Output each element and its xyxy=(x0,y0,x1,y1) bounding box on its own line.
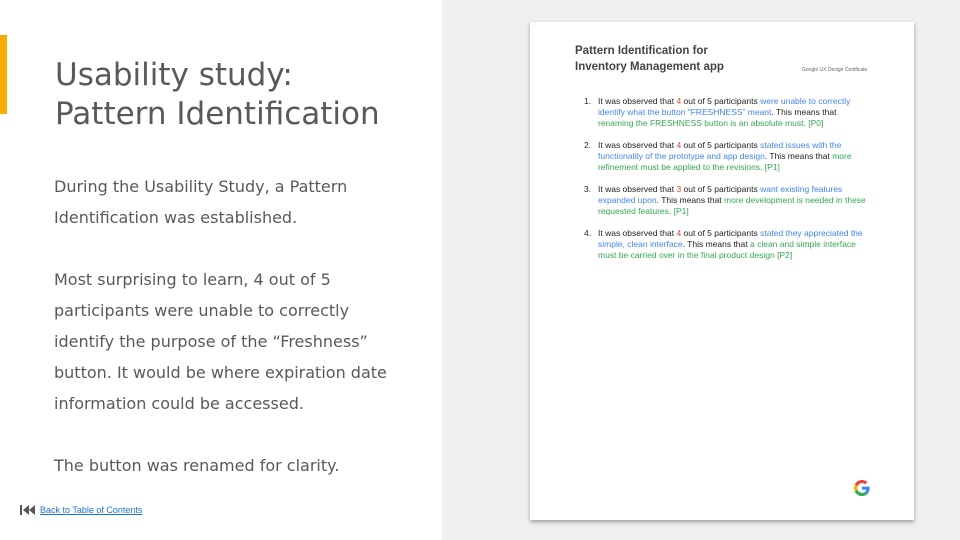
slide-title xyxy=(55,56,435,134)
document-title-line2: Inventory Management app xyxy=(575,61,724,73)
back-to-toc-link[interactable]: Back to Table of Contents xyxy=(40,505,143,515)
body-paragraph-3: The button was renamed for clarity. xyxy=(54,456,340,475)
slide-text-panel xyxy=(0,0,442,540)
finding-item: 1. It was observed that 4 out of 5 participants were unable to correctly identify what the button “FRESHNESS” meant. This means that renaming the FRESHNESS button is an absolute must. [P0] xyxy=(584,96,851,128)
skip-back-icon[interactable] xyxy=(20,503,36,517)
slide-title-line2: Pattern Identification xyxy=(55,96,380,132)
document-title-line1: Pattern Identification for xyxy=(575,45,708,57)
document-page xyxy=(530,22,914,520)
finding-item: 4. It was observed that 4 out of 5 participants stated they appreciated the simple, clean interface. This means that a clean and simple interface must be carried over in the final product design [P2] xyxy=(584,228,863,260)
findings-list xyxy=(584,96,872,272)
certificate-label: Google UX Design Certificate xyxy=(802,67,868,73)
back-to-toc[interactable] xyxy=(20,503,142,517)
document-title xyxy=(575,43,724,75)
body-paragraph-2: Most surprising to learn, 4 out of 5 participants were unable to correctly identify the purpose of the “Freshness” button. It would be where expiration date information could be accessed. xyxy=(54,270,387,413)
slide-body xyxy=(54,171,404,481)
slide-title-line1: Usability study: xyxy=(55,57,293,93)
finding-item: 3. It was observed that 3 out of 5 participants want existing features expanded upon. This means that more development is needed in these requested features. [P1] xyxy=(584,184,866,216)
body-paragraph-1: During the Usability Study, a Pattern Identification was established. xyxy=(54,177,348,227)
accent-bar xyxy=(0,35,7,114)
google-logo-icon xyxy=(854,480,870,496)
finding-item: 2. It was observed that 4 out of 5 participants stated issues with the functionality of the prototype and app design. This means that more refinement must be applied to the revisions. [P1] xyxy=(584,140,852,172)
